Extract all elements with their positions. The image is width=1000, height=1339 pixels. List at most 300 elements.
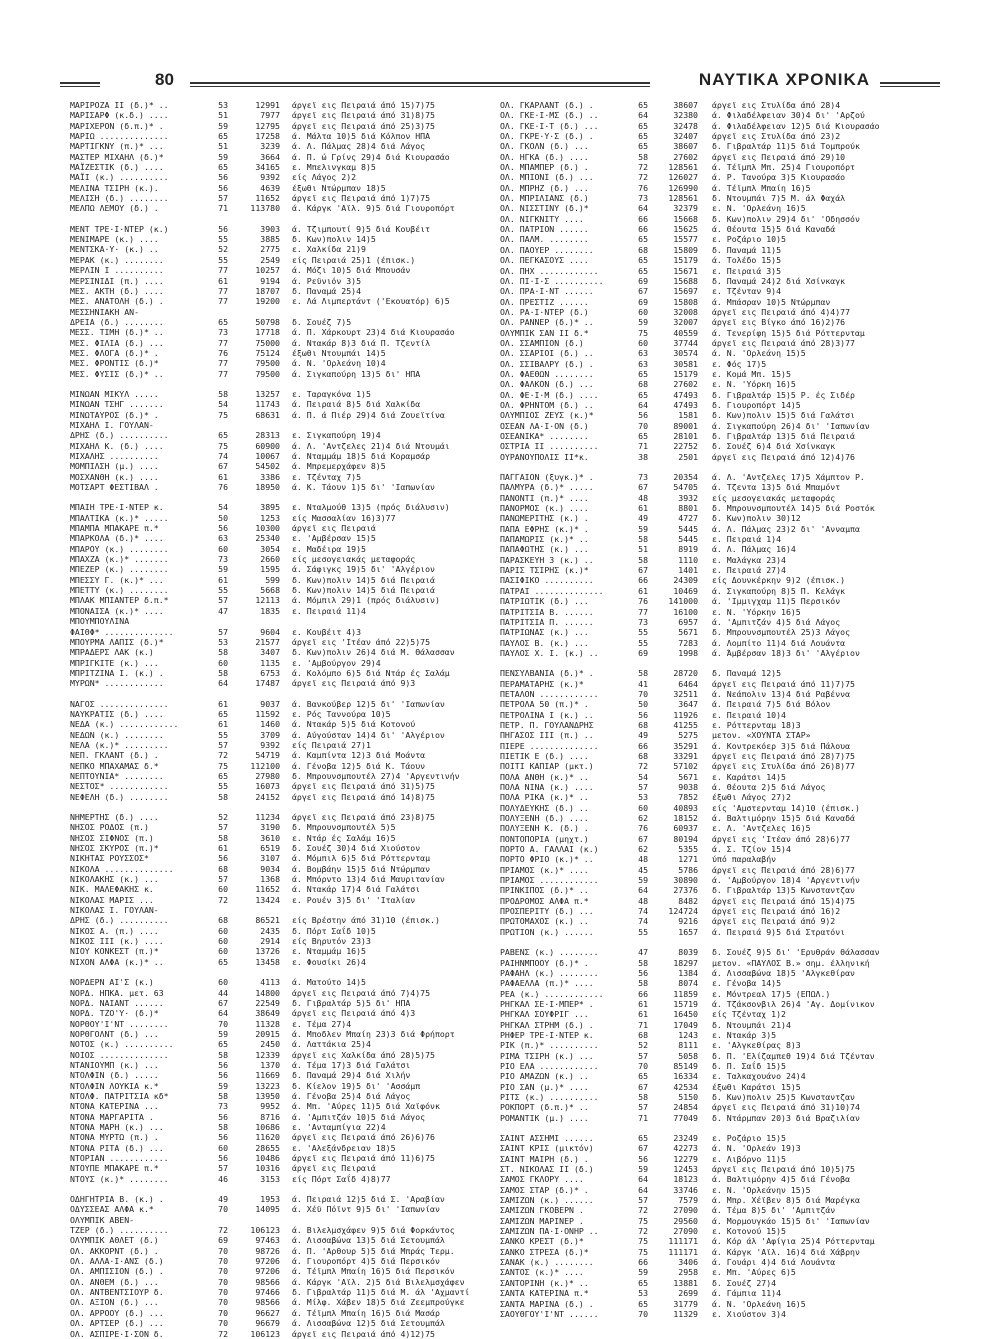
tonnage: 3647 bbox=[678, 699, 698, 710]
left-column bbox=[70, 100, 482, 1339]
ship-name: ΜΠΟΝΑΙΣΑ (κ.)* .... bbox=[70, 605, 164, 616]
position-info: δ. Ντουμπάι 7)5 Μ. άλ Φαχάλ bbox=[712, 193, 846, 204]
ship-name: ΟΛ. ΑΝΤΒΕΝΤΣΙΟΥΡ δ. bbox=[70, 1287, 164, 1298]
ship-entry bbox=[70, 554, 482, 564]
tonnage: 1657 bbox=[678, 926, 698, 937]
ship-entry bbox=[70, 740, 482, 750]
ship-entry bbox=[70, 523, 482, 533]
ship-entry bbox=[70, 1308, 482, 1318]
section-gap bbox=[70, 214, 482, 224]
ship-entry bbox=[500, 359, 912, 369]
tonnage: 7579 bbox=[678, 1195, 698, 1206]
ship-name: ΣΑΙΝΤ ΚΡΙΣ (μικτόν) bbox=[500, 1143, 594, 1154]
ship-name: ΠΑΠΑΦΩΤΗΣ (κ.) ... bbox=[500, 544, 589, 555]
position-info: ά. Βαλτιμόρην 15)5 διά Καναδά bbox=[712, 813, 855, 824]
ship-entry bbox=[500, 1133, 912, 1143]
build-year: 77 bbox=[218, 265, 228, 276]
position-info: ά. Ρ. Τανούρα 3)5 Κιουρασάο bbox=[712, 172, 846, 183]
ship-name: ΝΑΓΟΣ .............. bbox=[70, 698, 169, 709]
ship-entry bbox=[500, 513, 912, 523]
position-info: ά. Λομπίτο 11)4 διά Λουάντα bbox=[712, 637, 846, 648]
build-year: 65 bbox=[638, 100, 648, 110]
ship-entry bbox=[500, 1257, 912, 1267]
ship-name: ΡΗΓΚΑΛ ΣΟΥΦΡΙΓ ... bbox=[500, 1009, 589, 1020]
ship-entry bbox=[500, 1082, 912, 1092]
build-year: 73 bbox=[638, 472, 648, 483]
build-year: 58 bbox=[638, 957, 648, 968]
position-info: άργεϊ εις Πειραιά άπό 4)3 bbox=[292, 1008, 416, 1019]
header-rule-right-thin bbox=[880, 86, 940, 87]
tonnage: 11329 bbox=[673, 1308, 698, 1319]
ship-entry bbox=[70, 141, 482, 151]
tonnage: 24854 bbox=[673, 1102, 698, 1113]
position-info: δ. Γιβραλτάρ 11)5 διά Τομπρούκ bbox=[712, 141, 860, 152]
ship-entry bbox=[70, 152, 482, 162]
header-rule-middle bbox=[190, 82, 650, 84]
tonnage: 15671 bbox=[673, 265, 698, 276]
tonnage: 112100 bbox=[250, 760, 280, 771]
position-info: δ. Κων)πολιν 14)5 διά Πειραιά bbox=[292, 585, 435, 596]
ship-name: ΣΑΝΤΟΣ (κ.)* .... bbox=[500, 1267, 584, 1278]
tonnage: 1110 bbox=[678, 554, 698, 565]
build-year: 69 bbox=[218, 1235, 228, 1246]
ship-entry bbox=[500, 1164, 912, 1174]
position-info: ά. Γένοβα 25)4 διά Λάγος bbox=[292, 1090, 411, 1101]
position-info: άργεϊ εις Πειραιά άπό 29)10 bbox=[712, 151, 846, 162]
position-info: ά. Σ. Τζίον 15)4 bbox=[712, 844, 791, 855]
ship-entry bbox=[70, 1246, 482, 1256]
ship-entry bbox=[500, 172, 912, 182]
ship-name: ΟΛΥΜΠΙΚ ΑΒΕΝ- bbox=[70, 1214, 135, 1225]
ship-name: ΣΑΝΤΟΡΙΝΗ (κ.)* .. bbox=[500, 1277, 589, 1288]
ship-name: ΜΕΣΣΗΝΙΑΚΗ ΑΝ- bbox=[70, 306, 140, 317]
ship-name: ΣΤ. ΝΙΚΟΛΑΣ ΙΙ (δ.) bbox=[500, 1164, 594, 1175]
build-year: 60 bbox=[218, 925, 228, 936]
position-info: ε. Χαλκίδα 21)9 bbox=[292, 244, 366, 255]
tonnage: 3709 bbox=[260, 729, 280, 740]
build-year: 56 bbox=[218, 1059, 228, 1070]
position-info: δ. Γιβραλτάρ 11)5 διά Μ. άλ 'Αχμαντί bbox=[292, 1287, 470, 1298]
position-info: άργεϊ εις Πειραιά άπό 7)4)75 bbox=[292, 987, 431, 998]
build-year: 58 bbox=[218, 647, 228, 658]
tonnage: 3903 bbox=[260, 223, 280, 234]
build-year: 54 bbox=[638, 771, 648, 782]
ship-name: ΠΡΙΑΜΟΣ ............ bbox=[500, 875, 599, 886]
ship-name: ΠΟΝΤΟΠΟΡΙΑ (μηχτ.) bbox=[500, 833, 589, 844]
position-info: ε. Μαδέιρα 19)5 bbox=[292, 543, 366, 554]
ship-entry bbox=[500, 916, 912, 926]
position-info: άργεϊ εις Πειραιά άπό 9)3 bbox=[292, 678, 416, 689]
position-info: ε. Μπ. 'Αύρες 6)5 bbox=[712, 1267, 796, 1278]
ship-entry bbox=[500, 679, 912, 689]
ship-name: ΝΙΚΟΛΑΣ ΜΑΡΙΣ ... bbox=[70, 894, 154, 905]
position-info: είς Μασσαλίαν 16)3)77 bbox=[292, 512, 396, 523]
build-year: 54 bbox=[218, 399, 228, 410]
position-info: έξωθι Ντουμπάι 14)5 bbox=[292, 347, 386, 358]
position-info: ά. 'Αμπιτζάν 4)5 διά Λάγος bbox=[712, 616, 841, 627]
build-year: 57 bbox=[218, 193, 228, 204]
build-year: 65 bbox=[638, 120, 648, 131]
position-info: ά. Σιγκαπούρη 26)4 δι' 'Ιαπωνίαν bbox=[712, 420, 870, 431]
tonnage: 27090 bbox=[673, 1226, 698, 1237]
ship-name: ΠΡΟΣΠΕΡΙΤΥ (δ.) ... bbox=[500, 906, 594, 917]
position-info: δ. Μπρουνσμπουτέλ 27)4 'Αργεντινήν bbox=[292, 770, 460, 781]
build-year: 51 bbox=[218, 141, 228, 152]
build-year: 71 bbox=[218, 203, 228, 214]
ship-name: ΜΕΣ. ΑΝΑΤΟΛΗ (δ.) . bbox=[70, 296, 164, 307]
position-info: ε. Ρός Ταννούρα 10)5 bbox=[292, 708, 391, 719]
tonnage: 10257 bbox=[255, 265, 280, 276]
tonnage: 1384 bbox=[678, 967, 698, 978]
build-year: 64 bbox=[638, 1184, 648, 1195]
build-year: 68 bbox=[638, 379, 648, 390]
tonnage: 8074 bbox=[678, 978, 698, 989]
tonnage: 2435 bbox=[260, 925, 280, 936]
build-year: 65 bbox=[638, 1298, 648, 1309]
build-year: 41 bbox=[638, 678, 648, 689]
ship-name: ΜΥΡΩΝ* ............ bbox=[70, 678, 164, 689]
ship-entry bbox=[500, 1061, 912, 1071]
tonnage: 12453 bbox=[673, 1164, 698, 1175]
build-year: 59 bbox=[638, 1267, 648, 1278]
ship-name: ΣΑΜΙΖΩΝ ΜΑΡΙΝΕΡ . bbox=[500, 1215, 584, 1226]
build-year: 58 bbox=[218, 388, 228, 399]
ship-entry bbox=[500, 638, 912, 648]
ship-name: ΝΤΟΝΑ ΚΑΤΕΡΙΝΑ ... bbox=[70, 1101, 159, 1112]
ship-entry bbox=[70, 1225, 482, 1235]
position-info: ά. Πειραιά 12)5 διά Σ. 'Αραβίαν bbox=[292, 1194, 445, 1205]
ship-entry bbox=[70, 131, 482, 141]
position-info: δ. Ντουμπάι 21)4 bbox=[712, 1019, 791, 1030]
tonnage: 60900 bbox=[255, 440, 280, 451]
ship-name: ΝΙΚΟΣ Α. (π.) .... bbox=[70, 925, 159, 936]
build-year: 49 bbox=[638, 513, 648, 524]
build-year: 70 bbox=[218, 1307, 228, 1318]
tonnage: 16100 bbox=[673, 606, 698, 617]
ship-name: ΝΕΦΕΛΗ (δ.) ........ bbox=[70, 791, 169, 802]
ship-name: ΟΛ. ΑΞΙΟΝ (δ.) ... bbox=[70, 1297, 159, 1308]
tonnage: 1271 bbox=[678, 854, 698, 865]
ship-name: ΝΕΠ. ΓΚΛΑΝΤ (δ.) . bbox=[70, 750, 159, 761]
build-year: 54 bbox=[218, 502, 228, 513]
position-info: ε. Πειραιά 3)5 bbox=[712, 265, 782, 276]
ship-entry bbox=[500, 1092, 912, 1102]
ship-entry bbox=[70, 1215, 482, 1225]
position-info: ά. Ν. 'Ορλεάνη 16)5 bbox=[712, 1298, 806, 1309]
ship-name: ΝΟΡΘΟΥ'Ι'ΝΤ ........ bbox=[70, 1018, 169, 1029]
ship-name: ΜΟΤΣΑΡΤ ΦΕΣΤΙΒΑΛ . bbox=[70, 482, 159, 493]
tonnage: 14095 bbox=[255, 1204, 280, 1215]
ship-entry bbox=[70, 585, 482, 595]
ship-entry bbox=[70, 1204, 482, 1214]
ship-entry bbox=[500, 141, 912, 151]
position-info: ά. Ρεϋνιόν 3)5 bbox=[292, 275, 362, 286]
ship-name: ΠΑΝΟΡΜΟΣ (κ.) .... bbox=[500, 503, 589, 514]
build-year: 56 bbox=[218, 172, 228, 183]
position-info: δ. Γιβραλτάρ 13)5 διά Πειραιά bbox=[712, 431, 855, 441]
position-info: ά. Λ. Πάλμας 28)4 διά Λάγος bbox=[292, 141, 426, 152]
ship-name: ΣΑΜΟΣ ΣΤΑΡ (δ.)* . bbox=[500, 1184, 589, 1195]
position-info: ά. Μπρ. Χέϊβεν 8)5 διά Μαρέγκα bbox=[712, 1195, 860, 1206]
position-info: ε. Ταραγκόνα 1)5 bbox=[292, 388, 371, 399]
build-year: 48 bbox=[638, 854, 648, 865]
ship-name: ΟΣΤΡΙΑ ΙΙ .......... bbox=[500, 441, 599, 452]
build-year: 73 bbox=[218, 554, 228, 565]
position-info: δ. Κων)πολιν 14)5 διά Πειραιά bbox=[292, 574, 435, 585]
ship-entry bbox=[500, 297, 912, 307]
ship-entry bbox=[70, 750, 482, 760]
tonnage: 47493 bbox=[673, 389, 698, 400]
build-year: 70 bbox=[218, 1276, 228, 1287]
ship-entry bbox=[500, 410, 912, 420]
ship-entry bbox=[70, 637, 482, 647]
ship-entry bbox=[70, 513, 482, 523]
build-year: 57 bbox=[218, 626, 228, 637]
tonnage: 12113 bbox=[255, 595, 280, 606]
ship-entry bbox=[500, 472, 912, 482]
ship-name: ΟΔΗΓΗΤΡΙΑ Β. (κ.) . bbox=[70, 1194, 164, 1205]
position-info: δ. Παναμά 25)4 bbox=[292, 285, 362, 296]
position-info: είς Βρέστην άπό 31)10 (έπισκ.) bbox=[292, 915, 440, 926]
ship-name: ΟΣΕΑΝΙΚΑ* ........ bbox=[500, 431, 589, 441]
tonnage: 6464 bbox=[678, 678, 698, 689]
build-year: 70 bbox=[218, 1204, 228, 1215]
ship-name: ΝΕΔΑ (κ.) ............ bbox=[70, 719, 179, 730]
position-info: ε. Ντακάρ 3)5 bbox=[712, 1029, 777, 1040]
position-info: ά. Ντακάρ 5)5 διά Κοτονού bbox=[292, 719, 416, 730]
ship-entry bbox=[500, 1216, 912, 1226]
ship-name: ΜΑΣΤΕΡ ΜΙΧΑΗΛ (δ.)* bbox=[70, 151, 164, 162]
tonnage: 24152 bbox=[255, 791, 280, 802]
tonnage: 18152 bbox=[673, 813, 698, 824]
position-info: άργεϊ εις 'Ιτέαν άπό 22)5)75 bbox=[292, 636, 431, 647]
ship-name: ΜΙΧΑΗΛ Ι. ΓΟΥΛΑΝ- bbox=[70, 419, 154, 430]
position-info: ύπό παραλαβήν bbox=[712, 854, 777, 865]
ship-name: ΟΛ. ΑΛΛΑ·Ι·ΑΝΣ (δ.) bbox=[70, 1256, 164, 1267]
ship-entry bbox=[70, 1266, 482, 1276]
ship-name: ΝΟΡΔ. ΝΑΙΑΝΤ ...... bbox=[70, 997, 164, 1008]
tonnage: 21577 bbox=[255, 636, 280, 647]
position-info: ε. Φουσίκι 26)4 bbox=[292, 956, 366, 967]
position-info: δ. Κων)πολιν 29)4 δι' 'Οδησσόν bbox=[712, 213, 860, 224]
ship-name: ΜΠΕΣΣΥ Γ. (κ.)* ... bbox=[70, 574, 164, 585]
tonnage: 15808 bbox=[673, 296, 698, 307]
tonnage: 7852 bbox=[678, 792, 698, 803]
position-info: ά. Τολέδο 15)5 bbox=[712, 255, 782, 266]
position-info: ά. Γιουροπόρτ 4)5 διά Περσικόν bbox=[292, 1256, 440, 1267]
ship-entry bbox=[500, 596, 912, 606]
build-year: 65 bbox=[638, 234, 648, 245]
build-year: 65 bbox=[218, 162, 228, 173]
ship-entry bbox=[500, 266, 912, 276]
ship-entry bbox=[500, 214, 912, 224]
ship-entry bbox=[500, 761, 912, 771]
ship-entry bbox=[500, 441, 912, 451]
tonnage: 30581 bbox=[673, 358, 698, 369]
ship-name: ΝΙΚΟΛΑΚΗΣ (κ.) ... bbox=[70, 874, 159, 885]
position-info: δ. Μπρουνσμπουτέλ 25)3 Λάγος bbox=[712, 627, 851, 638]
section-gap bbox=[500, 658, 912, 668]
ship-name: ΟΛ. ΦΑΛΚΟΝ (δ.) ... bbox=[500, 379, 594, 390]
ship-name: ΠΡΙΑΜΟΣ (κ.)* .... bbox=[500, 864, 589, 875]
ship-entry bbox=[500, 586, 912, 596]
ship-name: ΣΑΝΚΟ ΚΡΕΣΤ (δ.)* bbox=[500, 1236, 584, 1247]
tonnage: 124724 bbox=[668, 906, 698, 917]
tonnage: 37744 bbox=[673, 337, 698, 348]
tonnage: 32379 bbox=[673, 203, 698, 214]
ship-name: ΜΙΝΩΑΝ ΤΣΗΓ ....... bbox=[70, 399, 164, 410]
ship-name: ΝΤΑΝΙΟΥΜΠ (κ.) ... bbox=[70, 1059, 159, 1070]
ship-entry bbox=[70, 988, 482, 998]
tonnage: 15668 bbox=[673, 213, 698, 224]
ship-entry bbox=[500, 699, 912, 709]
position-info: έξωθι Καράτσι 15)5 bbox=[712, 1081, 801, 1092]
ship-name: ΜΕΣΣ. ΤΙΜΗ (δ.)* .. bbox=[70, 327, 164, 338]
ship-entry bbox=[70, 998, 482, 1008]
ship-name: ΠΑΛΜΥΡΑ (δ.)* ..... bbox=[500, 482, 594, 493]
ship-entry bbox=[70, 1019, 482, 1029]
build-year: 70 bbox=[638, 688, 648, 699]
build-year: 52 bbox=[218, 244, 228, 255]
build-year: 74 bbox=[638, 906, 648, 917]
ship-entry bbox=[70, 1101, 482, 1111]
build-year: 72 bbox=[218, 750, 228, 761]
ship-name: ΟΥΡΑΝΟΥΠΟΛΙΣ ΙΙ*κ. bbox=[500, 451, 589, 462]
ship-entry bbox=[500, 885, 912, 895]
tonnage: 11743 bbox=[255, 399, 280, 410]
ship-name: ΝΙΚΗΤΑΣ ΡΟΥΣΣΟΣ* bbox=[70, 853, 149, 864]
ship-entry bbox=[500, 307, 912, 317]
ship-name: ΠΙΕΡΕ .............. bbox=[500, 740, 599, 751]
ship-name: ΜΟΜΠΙΛΣΗ (μ.) .... bbox=[70, 461, 159, 472]
position-info: ά. Ματούτο 14)5 bbox=[292, 977, 366, 988]
ship-entry bbox=[70, 255, 482, 265]
build-year: 72 bbox=[218, 1328, 228, 1339]
ship-name: ΟΛ. ΦΑΕΘΩΝ ........ bbox=[500, 368, 594, 379]
ship-entry bbox=[500, 369, 912, 379]
position-info: ά. Μπάσραν 10)5 Ντώρμπαν bbox=[712, 296, 831, 307]
build-year: 56 bbox=[638, 410, 648, 421]
build-year: 66 bbox=[638, 1257, 648, 1268]
build-year: 68 bbox=[218, 915, 228, 926]
ship-entry bbox=[70, 472, 482, 482]
ship-name: ΝΕΠΤΟΥΝΙΑ* ........ bbox=[70, 770, 164, 781]
build-year: 55 bbox=[638, 627, 648, 638]
position-info: άργεϊ εις Πειραιά άπό 28)6)77 bbox=[712, 864, 855, 875]
position-info: ά. Τζεντα 13)5 διά Μπαμόντ bbox=[712, 482, 841, 493]
position-info: ά. Γένοβα 12)5 διά Κ. Τάουν bbox=[292, 760, 426, 771]
ship-name: ΟΛ. ΡΑ·Ι·ΝΤΕΡ (δ.) bbox=[500, 306, 589, 317]
ship-name: ΠΑΝΟΝΤΙ (π.)* .... bbox=[500, 492, 589, 503]
build-year: 70 bbox=[638, 1308, 648, 1319]
ship-name: ΝΤΟΡΙΑΝ ............ bbox=[70, 1153, 169, 1163]
position-info: ά. Καμπίντα 12)3 διά Μοάντα bbox=[292, 750, 426, 761]
build-year: 65 bbox=[218, 430, 228, 441]
build-year: 66 bbox=[638, 575, 648, 586]
tonnage: 12795 bbox=[255, 120, 280, 131]
ship-name: ΟΛ. ΜΠΑΜΠΕΡ (δ.) . bbox=[500, 162, 589, 173]
build-year: 67 bbox=[638, 833, 648, 844]
build-year: 56 bbox=[218, 223, 228, 234]
ship-entry bbox=[500, 1143, 912, 1153]
tonnage: 97466 bbox=[255, 1287, 280, 1298]
tonnage: 2699 bbox=[678, 1288, 698, 1299]
build-year: 73 bbox=[638, 193, 648, 204]
build-year: 56 bbox=[218, 523, 228, 534]
tonnage: 5445 bbox=[678, 534, 698, 545]
ship-name: ΡΑΒΕΝΣ (κ.) ........ bbox=[500, 947, 599, 958]
position-info: ά. Τζιμπουτί 9)5 διά Κουβέιτ bbox=[292, 223, 431, 234]
ship-name: ΠΑΣΙΦΙΚΟ .......... bbox=[500, 575, 594, 586]
ship-name: ΠΟΙΤΙ ΚΑΠΙΑΡ (μκτ.) bbox=[500, 761, 594, 772]
position-info: ά. Κάργκ 'Αϊλ. 9)5 διά Γιουροπόρτ bbox=[292, 203, 455, 214]
position-info: άργεϊ εις Πειραιά άπό 9)2 bbox=[712, 916, 836, 927]
ship-name: ΝΤΟΛΦ. ΠΑΤΡΙΤΣΙΑ κδ* bbox=[70, 1090, 169, 1101]
ship-name: ΠΑΤΡΙΤΣΙΑ Π. ...... bbox=[500, 616, 594, 627]
ship-entry bbox=[500, 823, 912, 833]
ship-entry bbox=[70, 699, 482, 709]
ship-name: ΟΔΥΣΣΕΑΣ ΑΛΦΑ κ.* bbox=[70, 1204, 154, 1215]
ship-entry bbox=[70, 410, 482, 420]
section-gap bbox=[70, 967, 482, 977]
ship-name: ΝΙΧΟΝ ΑΛΦΑ (κ.)* .. bbox=[70, 956, 164, 967]
ship-entry bbox=[500, 493, 912, 503]
build-year: 65 bbox=[638, 368, 648, 379]
ship-entry bbox=[70, 286, 482, 296]
build-year: 67 bbox=[638, 286, 648, 297]
ship-entry bbox=[500, 400, 912, 410]
build-year: 76 bbox=[638, 182, 648, 193]
tonnage: 23249 bbox=[673, 1133, 698, 1143]
ship-entry bbox=[500, 720, 912, 730]
tonnage: 11620 bbox=[255, 1132, 280, 1143]
build-year: 59 bbox=[218, 1080, 228, 1091]
build-year: 61 bbox=[218, 275, 228, 286]
build-year: 60 bbox=[218, 884, 228, 895]
build-year: 51 bbox=[218, 110, 228, 121]
ship-name: ΟΛ. ΠΑΤΡΙΟΝ ...... bbox=[500, 224, 589, 235]
position-info: ε. Ν. 'Ορλεάνη 16)5 bbox=[712, 203, 806, 214]
ship-entry bbox=[70, 317, 482, 327]
build-year: 55 bbox=[638, 637, 648, 648]
build-year: 67 bbox=[638, 482, 648, 493]
ship-name: ΜΑΡΤΙΓΚΝΥ (π.)* ... bbox=[70, 141, 164, 152]
ship-entry bbox=[500, 286, 912, 296]
section-gap bbox=[70, 802, 482, 812]
ship-entry bbox=[70, 606, 482, 616]
tonnage: 17487 bbox=[255, 678, 280, 689]
tonnage: 6753 bbox=[260, 667, 280, 678]
build-year: 59 bbox=[218, 151, 228, 162]
ship-name: ΝΟΤΟΣ (κ.) .......... bbox=[70, 1039, 174, 1050]
build-year: 77 bbox=[218, 358, 228, 369]
ship-name: ΟΛ. ΠΑΟΥΕΡ ........ bbox=[500, 244, 594, 255]
tonnage: 111171 bbox=[668, 1246, 698, 1257]
ship-entry bbox=[70, 1081, 482, 1091]
position-info: δ. Κων)πολιν 26)4 διά Μ. Θάλασσαν bbox=[292, 647, 455, 658]
tonnage: 9392 bbox=[260, 739, 280, 750]
ship-name: ΝΙΚΟΛΑΣ Ι. ΓΟΥΛΑΝ- bbox=[70, 905, 159, 916]
tonnage: 32008 bbox=[673, 306, 698, 317]
tonnage: 41255 bbox=[673, 719, 698, 730]
ship-entry bbox=[500, 989, 912, 999]
position-info: ε. Κομά Μπ. 15)5 bbox=[712, 368, 791, 379]
build-year: 60 bbox=[638, 306, 648, 317]
position-info: ά. Λαττάκια 25)4 bbox=[292, 1039, 371, 1050]
tonnage: 3153 bbox=[260, 1173, 280, 1184]
tonnage: 4639 bbox=[260, 182, 280, 193]
tonnage: 98566 bbox=[255, 1276, 280, 1287]
